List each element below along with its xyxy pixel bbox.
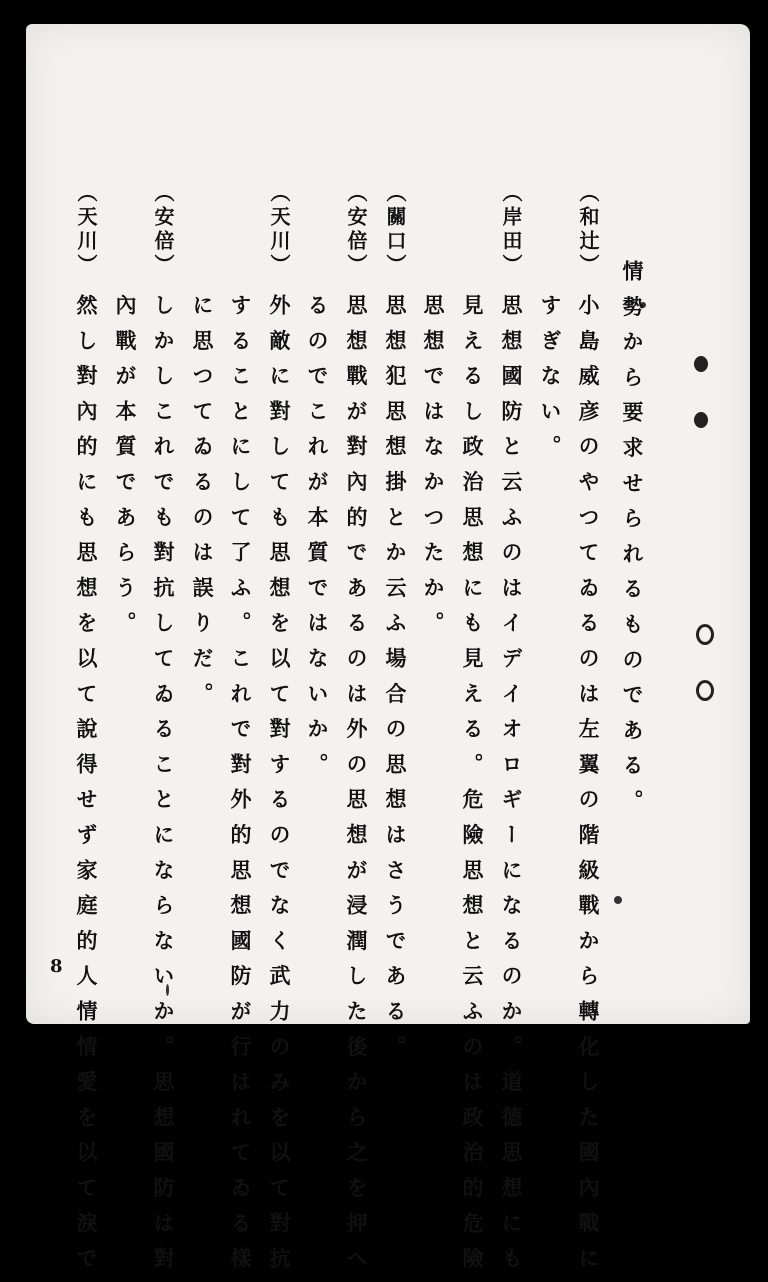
document-page bbox=[26, 24, 750, 1282]
text-column: 小島威彦のやつてゐるのは左翼の階級戰から轉化した國內戰に bbox=[576, 294, 601, 1282]
text-column: るのでこれが本質ではないか。 bbox=[305, 294, 330, 789]
text-column: に思つてゐるのは誤りだ。 bbox=[190, 294, 215, 718]
margin-dot-mark bbox=[694, 356, 708, 372]
text-column: 然し對內的にも思想を以て說得せず家庭的人情情愛を以て淚で bbox=[74, 294, 99, 1282]
text-column: 外敵に對しても思想を以て對するのでなく武力のみを以て對抗 bbox=[267, 294, 292, 1282]
text-column: 思想ではなかつたか。 bbox=[421, 294, 446, 647]
text-column: 見えるし政治思想にも見える。危險思想と云ふのは政治的危險 bbox=[460, 294, 485, 1282]
text-column: することにして了ふ。これで對外的思想國防が行はれてゐる樣 bbox=[228, 294, 253, 1282]
margin-ring-mark bbox=[696, 624, 714, 645]
paper-speck bbox=[614, 896, 622, 904]
speaker-label: （天川） bbox=[267, 182, 291, 278]
text-column: 思想國防と云ふのはイデイオロギーになるのか。道德思想にも bbox=[499, 294, 524, 1282]
speaker-label: （天川） bbox=[74, 182, 98, 278]
text-column: しかしこれでも對抗してゐることにならないか。思想國防は對 bbox=[151, 294, 176, 1282]
margin-ring-mark bbox=[696, 680, 714, 701]
page-number: 8 bbox=[50, 956, 63, 977]
speaker-label: （岸田） bbox=[499, 182, 523, 278]
speaker-label: （和辻） bbox=[576, 182, 600, 278]
speaker-label: （安倍） bbox=[151, 182, 175, 278]
speaker-label: （關口） bbox=[383, 182, 407, 278]
text-column: 內戰が本質であらう。 bbox=[113, 294, 138, 647]
text-column: 情勢から要求せられるものである。 bbox=[620, 260, 645, 825]
margin-dot-mark bbox=[694, 412, 708, 428]
speaker-label: （安倍） bbox=[344, 182, 368, 278]
text-column: 思想戰が對內的であるのは外の思想が浸潤した後から之を押へ bbox=[344, 294, 369, 1282]
text-column: すぎない。 bbox=[538, 294, 563, 471]
text-column: 思想犯思想掛とか云ふ場合の思想はさうである。 bbox=[383, 294, 408, 1071]
